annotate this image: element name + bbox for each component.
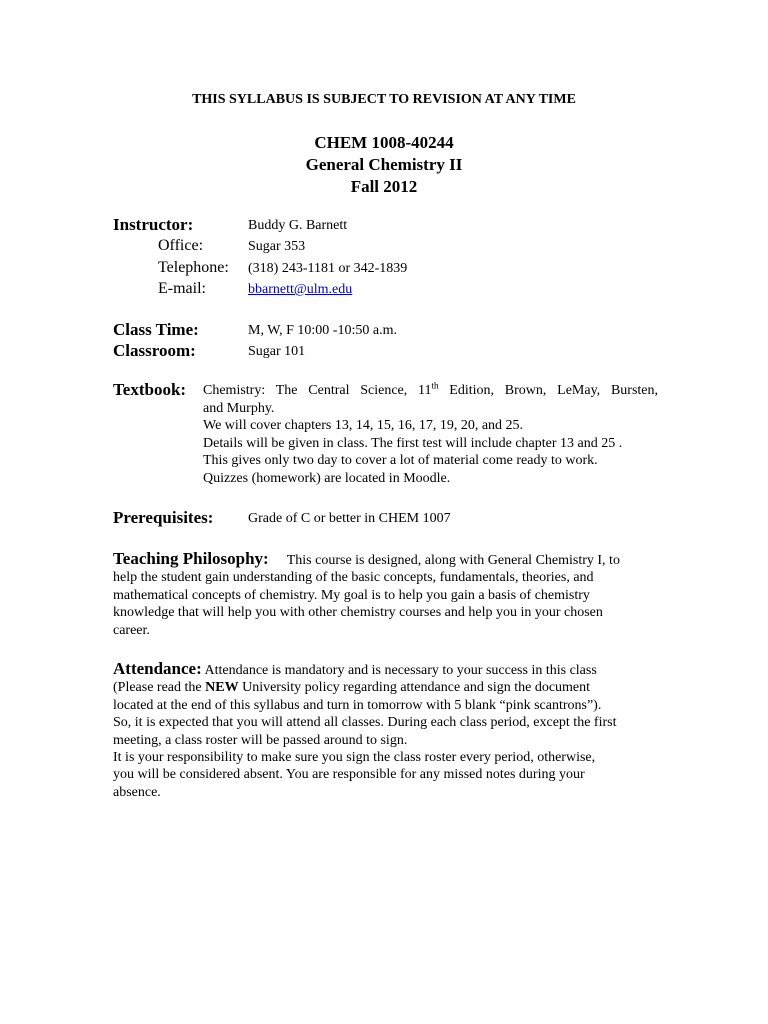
attendance-line-5: meeting, a class roster will be passed around to sign. — [113, 732, 408, 748]
attendance-line-4: So, it is expected that you will attend all classes. During each class period, except the first — [113, 715, 617, 731]
instructor-name: Buddy G. Barnett — [248, 218, 348, 233]
attendance-label: Attendance: — [113, 659, 202, 678]
textbook-details — [203, 382, 658, 487]
telephone-value: (318) 243-1181 or 342-1839 — [248, 261, 408, 276]
prerequisites-value: Grade of C or better in CHEM 1007 — [248, 511, 451, 526]
office-value: Sugar 353 — [248, 239, 306, 254]
philosophy-line-4: knowledge that will help you with other chemistry courses and help you in your chosen — [113, 605, 603, 621]
textbook-line-5: This gives only two day to cover a lot of material come ready to work. — [203, 453, 598, 468]
philosophy-line-1: Teaching Philosophy: This course is designed, along with General Chemistry I, to — [113, 549, 620, 568]
class-time-value: M, W, F 10:00 -10:50 a.m. — [248, 323, 397, 338]
instructor-label: Instructor: — [113, 215, 194, 234]
philosophy-line-2: help the student gain understanding of the basic concepts, fundamentals, theories, and — [113, 570, 594, 586]
course-code: CHEM 1008-40244 — [314, 133, 454, 152]
prerequisites-label: Prerequisites: — [113, 508, 214, 527]
telephone-label: Telephone: — [158, 259, 229, 276]
textbook-line-1: Chemistry: The Central Science, 11th Edition, Brown, LeMay, Bursten, — [203, 380, 658, 398]
philosophy-line-3: mathematical concepts of chemistry. My goal is to help you gain a basis of chemistry — [113, 587, 590, 603]
classroom-value: Sugar 101 — [248, 344, 306, 359]
attendance-line-6: It is your responsibility to make sure you sign the class roster every period, otherwise, — [113, 750, 596, 766]
revision-notice: THIS SYLLABUS IS SUBJECT TO REVISION AT ANY TIME — [192, 92, 576, 107]
textbook-line-3: We will cover chapters 13, 14, 15, 16, 17, 19, 20, and 25. — [203, 418, 524, 433]
textbook-label: Textbook: — [113, 380, 187, 399]
attendance-line-7: you will be considered absent. You are responsible for any missed notes during your — [113, 767, 585, 783]
textbook-line-6: Quizzes (homework) are located in Moodle. — [203, 470, 451, 486]
textbook-line-2: and Murphy. — [203, 400, 275, 416]
course-term: Fall 2012 — [350, 177, 418, 196]
classroom-label: Classroom: — [113, 341, 196, 360]
attendance-line-8: absence. — [113, 784, 161, 800]
attendance — [113, 660, 658, 801]
office-label: Office: — [158, 237, 204, 254]
attendance-line-3: located at the end of this syllabus and turn in tomorrow with 5 blank “pink scantrons”). — [113, 697, 602, 713]
philosophy-label: Teaching Philosophy: — [113, 549, 269, 568]
attendance-line-1: Attendance: Attendance is mandatory and is necessary to your success in this class — [113, 659, 597, 678]
textbook-line-4: Details will be given in class. The first test will include chapter 13 and 25 . — [203, 435, 623, 451]
email-label: E-mail: — [158, 280, 206, 297]
course-title-block — [0, 132, 768, 198]
course-name: General Chemistry II — [305, 155, 463, 174]
teaching-philosophy — [113, 550, 658, 639]
philosophy-line-5: career. — [113, 622, 150, 638]
attendance-line-2: (Please read the NEW University policy regarding attendance and sign the document — [113, 680, 591, 696]
email-link[interactable]: bbarnett@ulm.edu — [248, 282, 353, 297]
class-time-label: Class Time: — [113, 320, 199, 339]
